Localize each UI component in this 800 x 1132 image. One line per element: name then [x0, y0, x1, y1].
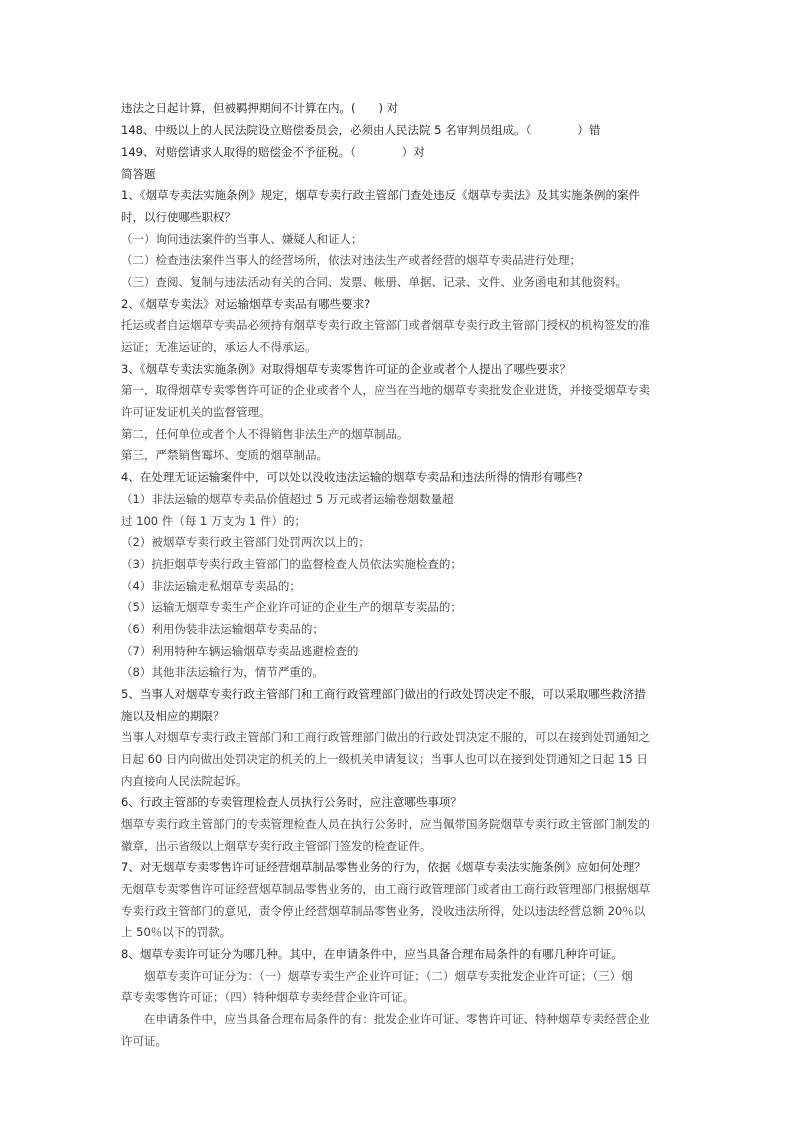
answer-text: 第二，任何单位或者个人不得销售非法生产的烟草制品。 [121, 427, 409, 441]
answer-text: （7）利用特种车辆运输烟草专卖品逃避检查的 [121, 644, 359, 658]
answer-text: （3）抗拒烟草专卖行政主管部门的监督检查人员依法实施检查的； [121, 557, 462, 571]
answer-text: 运证；无准运证的，承运人不得承运。 [121, 340, 317, 354]
answer-text: （二）检查违法案件当事人的经营场所，依法对违法生产或者经营的烟草专卖品进行处理； [121, 253, 581, 267]
answer-text: 许可证发证机关的监督管理。 [121, 405, 271, 419]
question-text: 7、对无烟草专卖零售许可证经营烟草制品零售业务的行为，依据《烟草专卖法实施条例》应如何处理？ [121, 860, 646, 874]
answer-text: 第一，取得烟草专卖零售许可证的企业或者个人，应当在当地的烟草专卖批发企业进货，并接受烟草专卖 [121, 383, 650, 397]
answer-text: 第三，严禁销售霉坏、变质的烟草制品。 [121, 448, 328, 462]
answer-text: 许可证。 [121, 1034, 167, 1048]
answer-text: 过 100 件（每 1 万支为 1 件）的； [121, 514, 307, 528]
question-text: 4、在处理无证运输案件中，可以处以没收违法运输的烟草专卖品和违法所得的情形有哪些? [121, 470, 583, 484]
answer-text: 烟草专卖行政主管部门的专卖管理检查人员在执行公务时，应当佩带国务院烟草专卖行政主管部门制发的 [121, 817, 650, 831]
answer-text: 无烟草专卖零售许可证经营烟草制品零售业务的，由工商行政管理部门或者由工商行政管理部门根据烟草 [121, 882, 650, 896]
answer-text: 专卖行政主管部门的意见，责令停止经营烟草制品零售业务，没收违法所得，处以违法经营总额 20％以 [121, 904, 646, 918]
question-text: 3、《烟草专卖法实施条例》对取得烟草专卖零售许可证的企业或者个人提出了哪些要求？ [121, 362, 572, 376]
answer-text: 草专卖零售许可证；（四）特种烟草专卖经营企业许可证。 [121, 990, 415, 1004]
answer-text: （4）非法运输走私烟草专卖品的； [121, 579, 301, 593]
text-line: 149、对赔偿请求人取得的赔偿金不予征税。（ ）对 [121, 145, 425, 159]
section-heading: 简答题 [121, 167, 156, 181]
answer-text: （2）被烟草专卖行政主管部门处罚两次以上的； [121, 535, 370, 549]
question-text: 8、烟草专卖许可证分为哪几种。其中，在申请条件中，应当具备合理布局条件的有哪几种许可证。 [121, 947, 623, 961]
text-line: 违法之日起计算，但被羁押期间不计算在内。( ) 对 [121, 101, 399, 115]
answer-text: 内直接向人民法院起诉。 [121, 774, 248, 788]
answer-text: 托运或者自运烟草专卖品必须持有烟草专卖行政主管部门或者烟草专卖行政主管部门授权的机构签发的准 [121, 318, 650, 332]
text-line: 148、中级以上的人民法院设立赔偿委员会，必须由人民法院 5 名审判员组成。（ ）错 [121, 123, 601, 137]
question-text: 6、行政主管部的专卖管理检查人员执行公务时，应注意哪些事项？ [121, 795, 462, 809]
answer-text: 当事人对烟草专卖行政主管部门和工商行政管理部门做出的行政处罚决定不服的，可以在接到处罚通知之 [121, 730, 650, 744]
answer-text: （5）运输无烟草专卖生产企业许可证的企业生产的烟草专卖品的； [121, 600, 462, 614]
question-text: 2、《烟草专卖法》对运输烟草专卖品有哪些要求? [121, 297, 371, 311]
answer-text: 日起 60 日内向做出处罚决定的机关的上一级机关申请复议；当事人也可以在接到处罚通知之日起 15 日 [121, 752, 648, 766]
question-text: 时，以行使哪些职权？ [121, 210, 236, 224]
answer-text: （一）询问违法案件的当事人、嫌疑人和证人； [121, 232, 363, 246]
answer-text: 烟草专卖许可证分为：（一）烟草专卖生产企业许可证；（二）烟草专卖批发企业许可证；（三）烟 [121, 969, 633, 983]
question-text: 1、《烟草专卖法实施条例》规定，烟草专卖行政主管部门查处违反《烟草专卖法》及其实施条例的案件 [121, 188, 641, 202]
question-text: 施以及相应的期限？ [121, 709, 225, 723]
answer-text: （三）查阅、复制与违法活动有关的合同、发票、帐册、单据、记录、文件、业务函电和其他资料。 [121, 275, 627, 289]
answer-text: （8）其他非法运输行为，情节严重的。 [121, 665, 324, 679]
answer-text: 上 50％以下的罚款。 [121, 925, 232, 939]
question-text: 5、当事人对烟草专卖行政主管部门和工商行政管理部门做出的行政处罚决定不服，可以采取哪些救济措 [121, 687, 646, 701]
answer-text: 徽章，出示省级以上烟草专卖行政主管部门签发的检查证件。 [121, 839, 432, 853]
answer-text: （1）非法运输的烟草专卖品价值超过 5 万元或者运输卷烟数量超 [121, 492, 454, 506]
answer-text: 在申请条件中，应当具备合理布局条件的有：批发企业许可证、零售许可证、特种烟草专卖经营企业 [121, 1012, 650, 1026]
answer-text: （6）利用伪装非法运输烟草专卖品的； [121, 622, 324, 636]
